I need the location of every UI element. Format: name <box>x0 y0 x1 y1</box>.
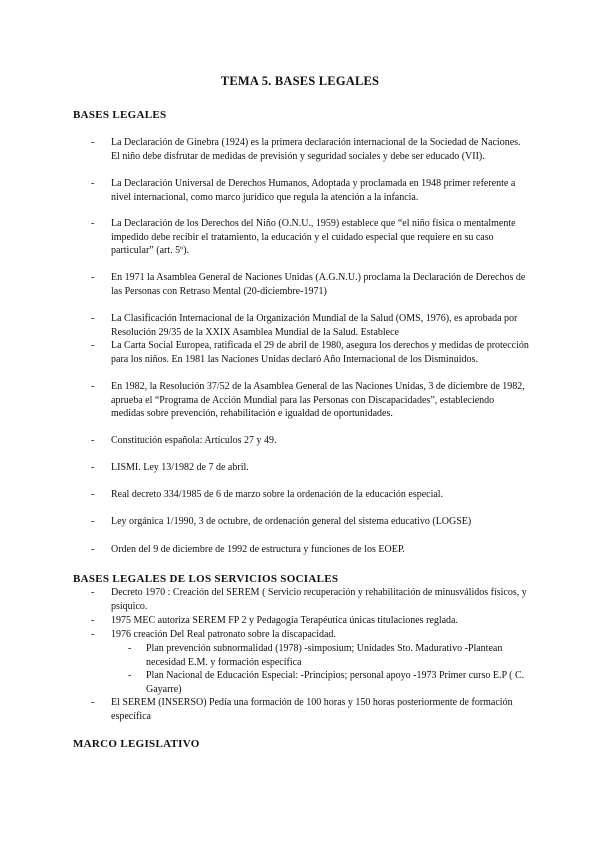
list-item-text: 1976 creación Del Real patronato sobre la discapacidad. <box>111 629 336 640</box>
list-item-text: La Declaración Universal de Derechos Humanos, Adoptada y proclamada en 1948 primer referente a nivel internacional, como marco jurídico que regula la atención a la infancia. <box>111 178 516 203</box>
section-heading-marco-legislativo: MARCO LEGISLATIVO <box>73 738 200 750</box>
list-item-text: 1975 MEC autoriza SEREM FP 2 y Pedagogía Terapéutica únicas titulaciones reglada. <box>111 615 458 626</box>
sub-list-item-text: Plan prevención subnormalidad (1978) -simposium; Unidades Sto. Madurativo -Plantean necesidad E.M. y formación específica <box>146 643 503 668</box>
section-heading-bases-legales: BASES LEGALES <box>73 109 167 121</box>
bullet-dash: - <box>91 435 95 446</box>
list-item-text: La Declaración de Ginebra (1924) es la primera declaración internacional de la Sociedad de Naciones. El niño debe disfrutar de medidas de previsión y seguridad sociales y debe ser educado (VII). <box>111 137 521 162</box>
list-item-text: Decreto 1970 : Creación del SEREM ( Servicio recuperación y rehabilitación de minusválidos físicos, y psíquico. <box>111 587 527 612</box>
bullet-dash: - <box>91 137 95 148</box>
list-item-text: La Clasificación Internacional de la Organización Mundial de la Salud (OMS, 1976), es aprobada por Resolución 29/35 de la XXIX Asamblea Mundial de la Salud. Establece <box>111 313 518 338</box>
bullet-dash: - <box>91 462 95 473</box>
bullet-dash: - <box>91 218 95 229</box>
list-item-text: En 1982, la Resolución 37/52 de la Asamblea General de las Naciones Unidas, 3 de diciembre de 1982, aprueba el “Programa de Acción Mundial para las Personas con Discapacidades”, estableciendo medidas sobre prevención, rehabilitación e igualdad de oportunidades. <box>111 381 525 419</box>
bullet-dash: - <box>91 340 95 351</box>
bullet-dash: - <box>91 272 95 283</box>
section-heading-servicios-sociales: BASES LEGALES DE LOS SERVICIOS SOCIALES <box>73 573 339 585</box>
list-item-text: La Carta Social Europea, ratificada el 29 de abril de 1980, asegura los derechos y medidas de protección para los niños. En 1981 las Naciones Unidas declaró Año Internacional de los Disminuidos. <box>111 340 529 365</box>
list-item-text: Real decreto 334/1985 de 6 de marzo sobre la ordenación de la educación especial. <box>111 489 444 500</box>
page-title: TEMA 5. BASES LEGALES <box>220 74 380 88</box>
list-item-text: LISMI. Ley 13/1982 de 7 de abril. <box>111 462 249 473</box>
list-item-text: En 1971 la Asamblea General de Naciones Unidas (A.G.N.U.) proclama la Declaración de Derechos de las Personas con Retraso Mental (20-diciembre-1971) <box>111 272 526 297</box>
bullet-dash: - <box>91 544 95 555</box>
bullet-dash: - <box>91 697 95 708</box>
bullet-dash: - <box>128 670 132 681</box>
bullet-dash: - <box>91 313 95 324</box>
bullet-dash: - <box>91 516 95 527</box>
bullet-dash: - <box>128 643 132 654</box>
bullet-dash: - <box>91 489 95 500</box>
bullet-dash: - <box>91 629 95 640</box>
list-item-text: Ley orgánica 1/1990, 3 de octubre, de ordenación general del sistema educativo (LOGSE) <box>111 516 472 527</box>
list-item-text: Orden del 9 de diciembre de 1992 de estructura y funciones de los EOEP. <box>111 544 405 555</box>
list-item-text: La Declaración de los Derechos del Niño (O.N.U., 1959) establece que “el niño física o mentalmente impedido debe recibir el tratamiento, la educación y el cuidado especial que requiere en su caso particular” (art. 5º). <box>111 218 516 256</box>
bullet-dash: - <box>91 381 95 392</box>
bullet-dash: - <box>91 615 95 626</box>
list-item-text: Constitución española: Artículos 27 y 49. <box>111 435 277 446</box>
bullet-dash: - <box>91 587 95 598</box>
bullet-dash: - <box>91 178 95 189</box>
list-item-text: El SEREM (INSERSO) Pedía una formación de 100 horas y 150 horas posteriormente de formación específica <box>111 697 513 722</box>
sub-list-item-text: Plan Nacional de Educación Especial: -Principios; personal apoyo -1973 Primer curso E.P ( C. Gayarre) <box>146 670 525 695</box>
